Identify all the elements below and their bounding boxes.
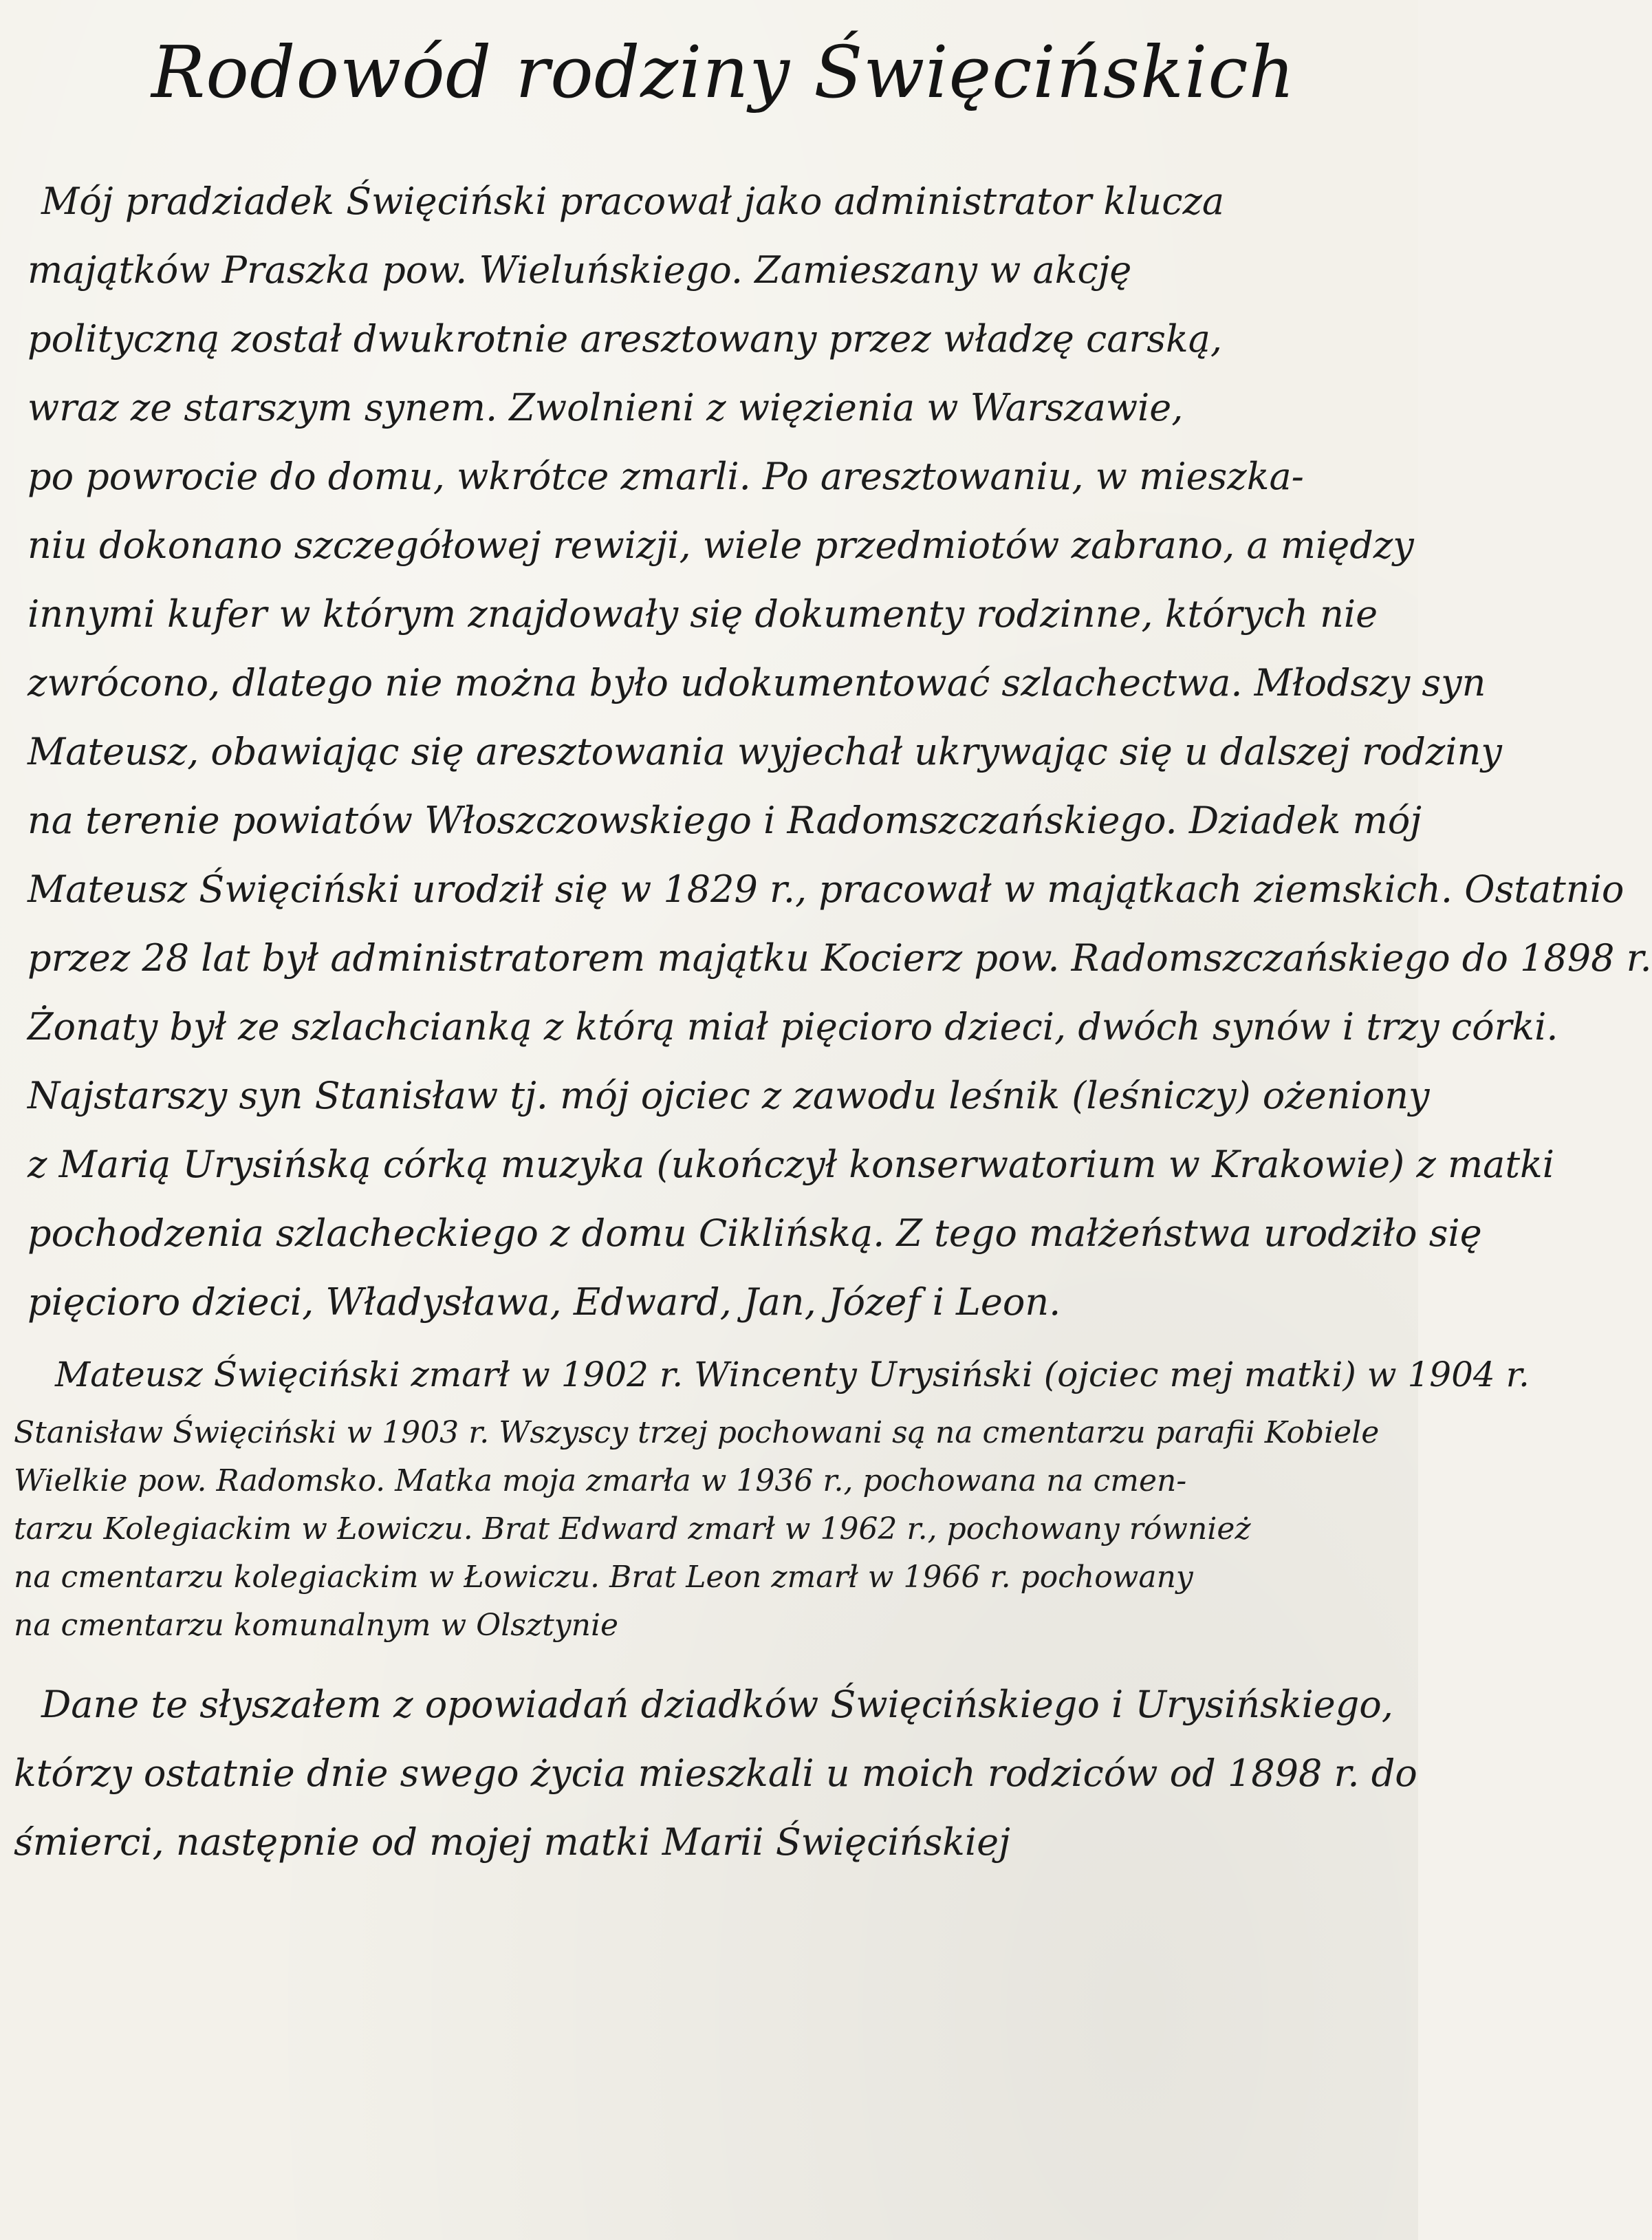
text-line: na terenie powiatów Włoszczowskiego i Radomszczańskiego. Dziadek mój <box>28 799 1422 842</box>
text-line: Stanisław Święciński w 1903 r. Wszyscy trzej pochowani są na cmentarzu parafii Kobiele <box>14 1415 1380 1450</box>
text-line: po powrocie do domu, wkrótce zmarli. Po aresztowaniu, w mieszka- <box>28 455 1304 498</box>
text-line: przez 28 lat był administratorem majątku Kocierz pow. Radomszczańskiego do 1898 r. <box>28 936 1652 980</box>
text-line: Dane te słyszałem z opowiadań dziadków Święcińskiego i Urysińskiego, <box>41 1683 1393 1726</box>
text-line: Mateusz, obawiając się aresztowania wyjechał ukrywając się u dalszej rodziny <box>28 730 1502 773</box>
document-title: Rodowód rodziny Święcińskich <box>151 30 1296 114</box>
text-line: zwrócono, dlatego nie można było udokumentować szlachectwa. Młodszy syn <box>28 661 1486 704</box>
text-line: innymi kufer w którym znajdowały się dokumenty rodzinne, których nie <box>28 592 1378 636</box>
text-line: pochodzenia szlacheckiego z domu Ciklińską. Z tego małżeństwa urodziło się <box>28 1211 1482 1255</box>
text-line: majątków Praszka pow. Wieluńskiego. Zamieszany w akcję <box>28 248 1132 292</box>
text-line: Mateusz Święciński urodził się w 1829 r., pracował w majątkach ziemskich. Ostatnio <box>28 868 1624 911</box>
text-line: śmierci, następnie od mojej matki Marii Święcińskiej <box>14 1820 1010 1864</box>
text-line: którzy ostatnie dnie swego życia mieszkali u moich rodziców od 1898 r. do <box>14 1752 1417 1795</box>
text-line: polityczną został dwukrotnie aresztowany przez władzę carską, <box>28 317 1223 360</box>
text-line: Wielkie pow. Radomsko. Matka moja zmarła w 1936 r., pochowana na cmen- <box>14 1463 1187 1498</box>
text-line: niu dokonano szczegółowej rewizji, wiele przedmiotów zabrano, a między <box>28 524 1414 567</box>
text-line: Żonaty był ze szlachcianką z którą miał pięcioro dzieci, dwóch synów i trzy córki. <box>28 1005 1558 1048</box>
text-line: tarzu Kolegiackim w Łowiczu. Brat Edward zmarł w 1962 r., pochowany również <box>14 1511 1251 1547</box>
text-line: na cmentarzu kolegiackim w Łowiczu. Brat Leon zmarł w 1966 r. pochowany <box>14 1560 1193 1595</box>
text-line: Najstarszy syn Stanisław tj. mój ojciec z zawodu leśnik (leśniczy) ożeniony <box>28 1074 1430 1117</box>
text-line: wraz ze starszym synem. Zwolnieni z więzienia w Warszawie, <box>28 386 1184 429</box>
text-line: Mateusz Święciński zmarł w 1902 r. Wincenty Urysiński (ojciec mej matki) w 1904 r. <box>55 1355 1530 1394</box>
text-line: Mój pradziadek Święciński pracował jako administrator klucza <box>41 180 1225 223</box>
text-line: z Marią Urysińską córką muzyka (ukończył konserwatorium w Krakowie) z matki <box>28 1143 1555 1186</box>
text-line: pięcioro dzieci, Władysława, Edward, Jan, Józef i Leon. <box>28 1280 1061 1324</box>
text-line: na cmentarzu komunalnym w Olsztynie <box>14 1608 619 1643</box>
